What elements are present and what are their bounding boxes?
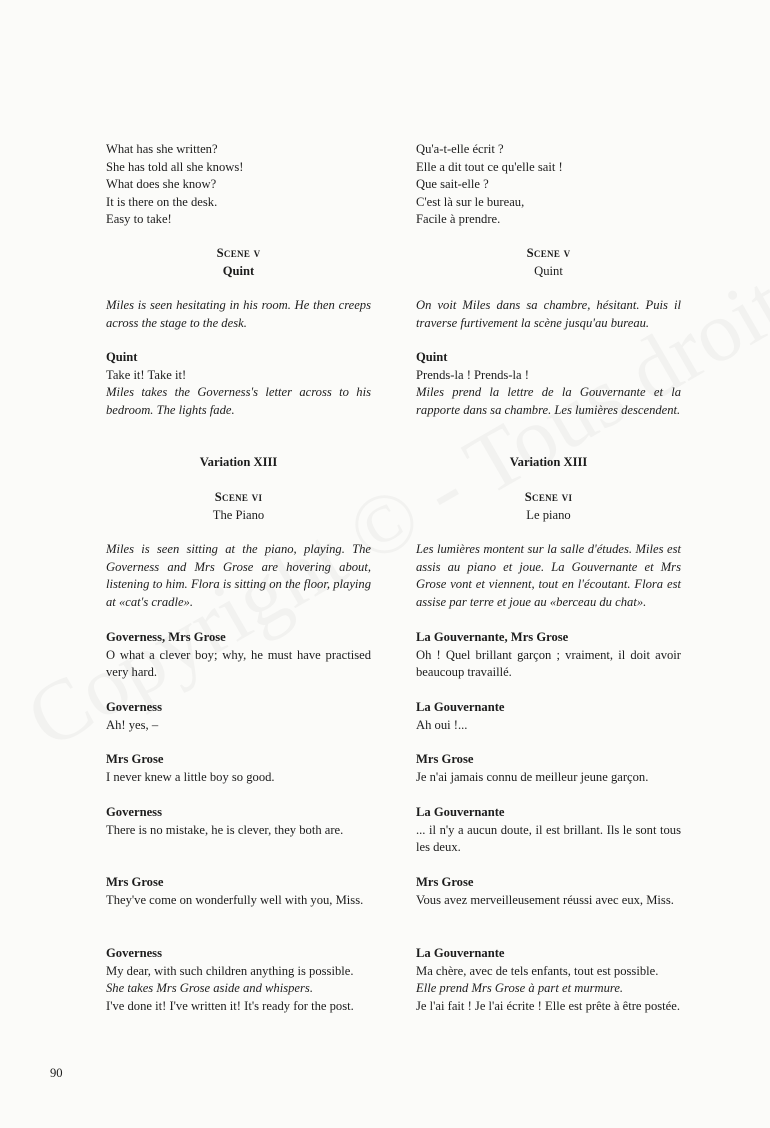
text-line: What has she written? [106,142,218,156]
scene-heading [416,489,681,524]
speech-text: There is no mistake, he is clever, they both are. [106,822,344,837]
scene-subtitle: The Piano [212,507,265,522]
speech [416,945,681,1015]
speech [106,629,371,682]
speech [416,804,681,857]
scene-heading [106,489,371,524]
text-line: Easy to take! [106,212,172,227]
speaker: La Gouvernante, Mrs Grose [416,630,569,644]
stage-direction: She takes Mrs Grose aside and whispers. [106,981,313,996]
speech-text: ... il n'y a aucun doute, il est brillant. Ils le sont tous les deux. [416,822,681,855]
speaker: Mrs Grose [416,752,474,766]
text-line: Facile à prendre. [416,212,501,227]
speech [106,945,371,1015]
scene-number: Scene v [216,246,261,260]
speech [416,874,681,909]
speaker: Governess [106,805,162,819]
speaker: Mrs Grose [106,752,164,766]
speech-text: Ma chère, avec de tels enfants, tout est possible. [416,963,659,978]
scene-number: Scene vi [214,490,263,504]
opening-lines [106,141,371,229]
speaker: Mrs Grose [106,875,164,889]
scene-heading [106,245,371,280]
speech-text: O what a clever boy; why, he must have practised very hard. [106,647,371,680]
speech-text: Je n'ai jamais connu de meilleur jeune garçon. [416,769,649,784]
speaker: La Gouvernante [416,946,505,960]
scene-subtitle: Le piano [526,507,571,522]
stage-direction: On voit Miles dans sa chambre, hésitant. Puis il traverse furtivement la scène jusqu'au bureau. [416,298,681,330]
speech [416,699,681,734]
speaker: Quint [416,350,448,364]
text-line: Elle a dit tout ce qu'elle sait ! [416,159,563,174]
speaker: Governess [106,946,162,960]
speech [106,804,371,839]
speech-text: I never knew a little boy so good. [106,769,275,784]
scene-number: Scene v [526,246,571,260]
stage-direction: Les lumières montent sur la salle d'études. Miles est assis au piano et joue. La Gouvernante et Mrs Grose vont et viennent, tout en l'écoutant. Flora est assise par terre et joue au «berceau du chat». [416,542,681,609]
text-line: Qu'a-t-elle écrit ? [416,142,504,156]
stage-direction: Miles takes the Governess's letter across to his bedroom. The lights fade. [106,385,371,417]
scene-subtitle: Quint [222,263,255,278]
speech-text: They've come on wonderfully well with you, Miss. [106,892,364,907]
variation-heading: Variation XIII [509,455,588,469]
speech-text: Ah! yes, – [106,717,159,732]
text-line: She has told all she knows! [106,159,244,174]
speech [106,349,371,419]
speech-text: Oh ! Quel brillant garçon ; vraiment, il doit avoir beaucoup travaillé. [416,647,681,680]
opening-lines [416,141,681,229]
speaker: Governess, Mrs Grose [106,630,226,644]
stage-direction: Miles is seen hesitating in his room. He then creeps across the stage to the desk. [106,298,371,330]
speech [416,751,681,786]
speech-text: I've done it! I've written it! It's ready for the post. [106,998,354,1013]
stage-direction: Miles is seen sitting at the piano, playing. The Governess and Mrs Grose are hovering about, listening to him. Flora is sitting on the floor, playing at «cat's cradle». [106,542,371,609]
scene-heading [416,245,681,280]
speech-text: Prends-la ! Prends-la ! [416,367,529,382]
speech-text: Vous avez merveilleusement réussi avec eux, Miss. [416,892,674,907]
speech [416,629,681,682]
speech-text: Ah oui !... [416,717,468,732]
scene-number: Scene vi [524,490,573,504]
stage-direction: Miles prend la lettre de la Gouvernante et la rapporte dans sa chambre. Les lumières descendent. [416,385,681,417]
variation-heading: Variation XIII [199,455,278,469]
speaker: La Gouvernante [416,700,505,714]
page-number: 90 [50,1066,63,1080]
speech [106,874,371,909]
speech-text: My dear, with such children anything is possible. [106,963,354,978]
text-line: What does she know? [106,177,217,192]
text-line: C'est là sur le bureau, [416,194,525,209]
text-line: It is there on the desk. [106,194,218,209]
text-line: Que sait-elle ? [416,177,489,192]
speaker: La Gouvernante [416,805,505,819]
speaker: Quint [106,350,138,364]
speech [106,751,371,786]
speech [106,699,371,734]
speaker: Mrs Grose [416,875,474,889]
speech-text: Take it! Take it! [106,367,187,382]
speech [416,349,681,419]
speaker: Governess [106,700,162,714]
scene-subtitle: Quint [534,263,563,278]
speech-text: Je l'ai fait ! Je l'ai écrite ! Elle est prête à être postée. [416,998,680,1013]
stage-direction: Elle prend Mrs Grose à part et murmure. [416,981,624,996]
